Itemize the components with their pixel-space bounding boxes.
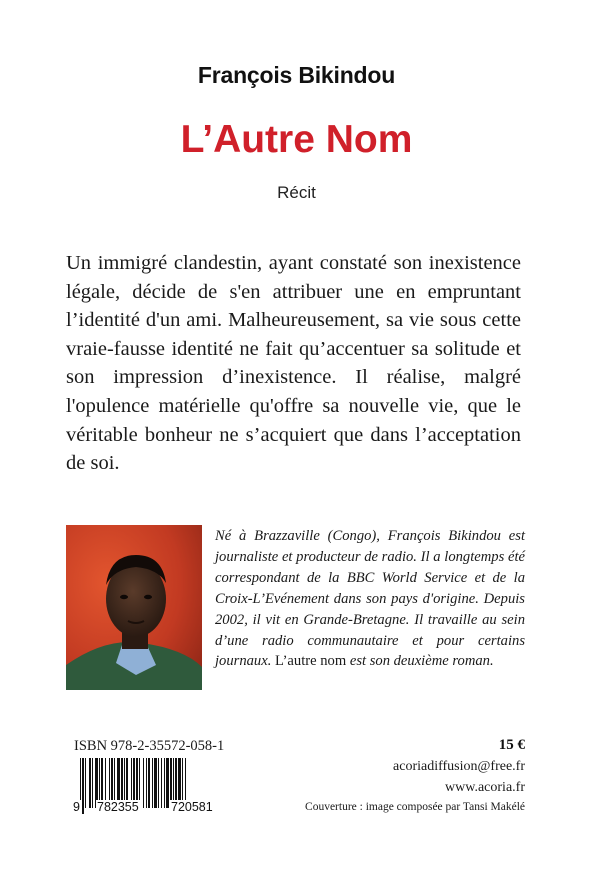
barcode-digits [72, 800, 234, 816]
bio-text: Né à Brazzaville (Congo), François Bikindou est journaliste et producteur de radio. Il a longtemps été correspondant de la BBC World Service et de la Croix-L’Evénement dans son pays d'origine. Depuis 2002, il vit en Grande-Bretagne. Il travaille au sein d’une radio communautaire et pour certains journaux. [215, 528, 525, 670]
isbn-number: ISBN 978-2-35572-058-1 [74, 738, 225, 754]
barcode-digit-prefix: 9 [73, 800, 80, 814]
publisher-website[interactable]: www.acoria.fr [445, 780, 525, 795]
publisher-email[interactable]: acoriadiffusion@free.fr [393, 759, 525, 774]
bio-book-title: L’autre nom [275, 653, 347, 670]
author-name: François Bikindou [197, 62, 396, 88]
book-title: L’Autre Nom [180, 118, 413, 161]
price: 15 € [498, 737, 525, 753]
book-blurb: Un immigré clandestin, ayant constaté son inexistence légale, décide de s'en attribuer une en empruntant l’identité d'un ami. Malheureusement, sa vie sous cette vraie-fausse identité ne fait qu’accentuer sa solitude et son impression d’inexistence. Il réalise, malgré l'opulence matérielle qu'offre sa nouvelle vie, que le véritable bonheur ne s’acquiert que dans l’acceptation de soi. [66, 252, 521, 475]
author-photo [66, 525, 202, 690]
cover-credit: Couverture : image composée par Tansi Makélé [305, 801, 525, 813]
barcode-digit-group-right: 720581 [171, 800, 213, 814]
barcode-digit-group-left: 782355 [97, 800, 139, 814]
genre-label: Récit [277, 183, 316, 202]
author-bio [215, 526, 525, 672]
bio-text-end: est son deuxième roman. [346, 653, 494, 670]
